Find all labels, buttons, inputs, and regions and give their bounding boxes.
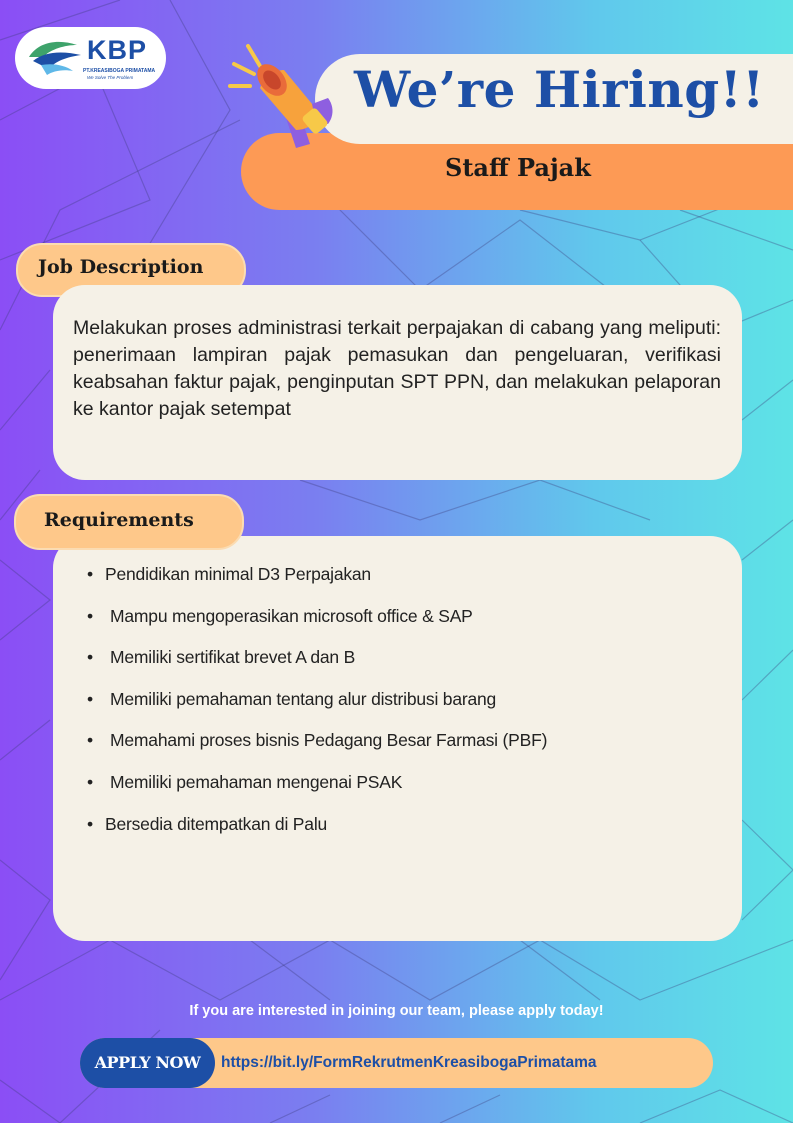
hiring-title: We’re Hiring!! xyxy=(354,60,765,119)
list-item: • Memiliki pemahaman tentang alur distribusi barang xyxy=(87,688,497,709)
apply-link[interactable]: https://bit.ly/FormRekrutmenKreasibogaPrimatama xyxy=(221,1054,597,1071)
kbp-logo-icon xyxy=(25,35,85,77)
position-title: Staff Pajak xyxy=(445,153,591,182)
megaphone-icon xyxy=(226,40,336,160)
company-logo xyxy=(15,27,166,89)
logo-tagline: We Solve The Problem xyxy=(87,75,134,80)
logo-wordmark: KBP xyxy=(87,35,148,65)
requirements-list xyxy=(87,564,547,855)
job-description-heading: Job Description xyxy=(38,256,204,278)
requirements-heading: Requirements xyxy=(44,509,194,531)
list-item: • Memiliki sertifikat brevet A dan B xyxy=(87,647,356,668)
apply-now-button[interactable]: APPLY NOW xyxy=(80,1038,215,1088)
job-description-card xyxy=(53,285,742,480)
requirements-card xyxy=(53,536,742,941)
call-to-action-text: If you are interested in joining our team, please apply today! xyxy=(189,1003,604,1019)
list-item: • Bersedia ditempatkan di Palu xyxy=(87,813,328,834)
list-item: • Memiliki pemahaman mengenai PSAK xyxy=(87,771,403,792)
list-item: • Mampu mengoperasikan microsoft office & SAP xyxy=(87,605,473,626)
logo-company-name: PT.KREASIBOGA PRIMATAMA xyxy=(83,68,156,74)
list-item: • Pendidikan minimal D3 Perpajakan xyxy=(87,564,371,584)
requirements-label xyxy=(14,494,244,550)
list-item: • Memahami proses bisnis Pedagang Besar Farmasi (PBF) xyxy=(87,730,548,751)
job-description-text: Melakukan proses administrasi terkait perpajakan di cabang yang meliputi: penerimaan lampiran pajak pemasukan dan pengeluaran, verifikasi keabsahan faktur pajak, penginputan SPT PPN, dan melakukan pelaporan ke kantor pajak setempat xyxy=(73,317,721,420)
